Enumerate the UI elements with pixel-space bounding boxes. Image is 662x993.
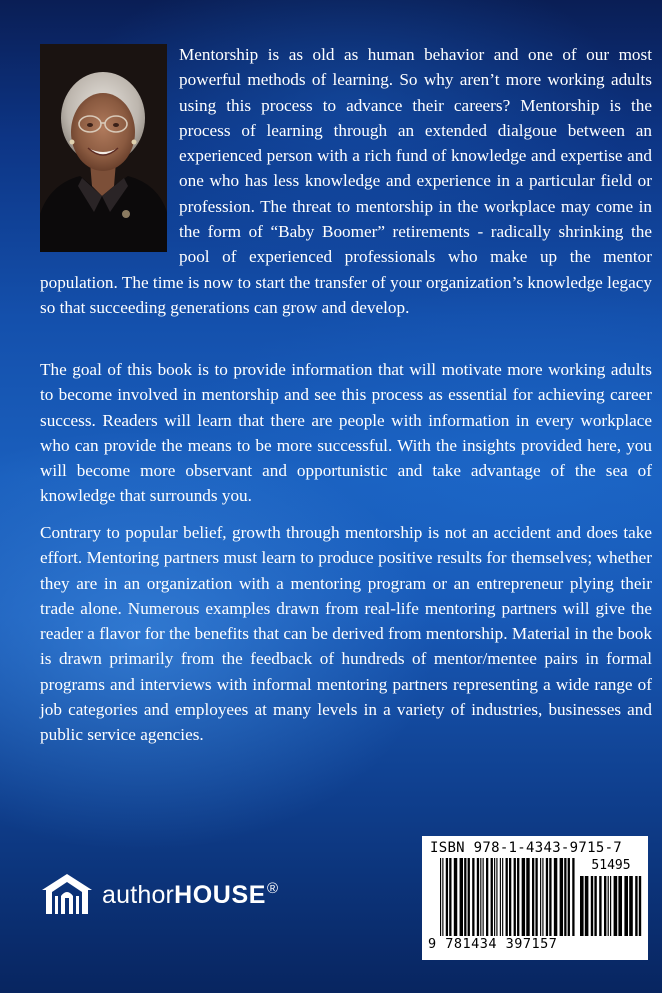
barcode-bar: [599, 876, 601, 936]
barcode-bar: [549, 858, 551, 936]
barcode-bar: [542, 858, 543, 936]
barcode-bar: [460, 858, 463, 936]
barcode-bar: [526, 858, 529, 936]
isbn-barcode: [422, 836, 648, 960]
ean-digits: 9 781434 397157: [428, 936, 558, 952]
publisher-name-prefix: author: [102, 880, 175, 909]
publisher-name-suffix: HOUSE: [174, 880, 266, 909]
barcode-bar: [535, 858, 537, 936]
barcode-bar: [610, 876, 611, 936]
barcode-bar: [449, 858, 451, 936]
paragraph-text: Mentorship is as old as human behavior and one of our most powerful methods of learning. So why aren’t more working adults using this process to advance their careers? Mentorship is the process of learning through an extended dialgoue between an experienced person with a rich fund of knowledge and expertise and one who has less knowledge and experience in a particular field or profession. The threat to mentorship in the workplace may come in the form of “Baby Boomer” retirements - radically shrinking the pool of experienced professionals who make up the mentor population. The time is now to start the transfer of your organization’s knowledge legacy so that succeeding generations can grow and develop.: [40, 45, 652, 317]
barcode-bar: [509, 858, 511, 936]
barcode-bar: [635, 876, 637, 936]
barcode-bar: [486, 858, 488, 936]
barcode-bar: [517, 858, 519, 936]
barcode-bar: [624, 876, 628, 936]
addon-barcode-bars: [580, 876, 642, 938]
barcode-bar: [480, 858, 481, 936]
barcode-bar: [568, 858, 570, 936]
barcode-bar: [618, 876, 622, 936]
barcode-bar: [477, 858, 479, 936]
barcode-bar: [540, 858, 541, 936]
barcode-bar: [446, 858, 448, 936]
barcode-bar: [502, 858, 503, 936]
barcode-bar: [506, 858, 508, 936]
barcode-bar: [629, 876, 633, 936]
ean-barcode-bars: [440, 858, 578, 938]
barcode-bar: [440, 858, 441, 936]
barcode-bar: [585, 876, 589, 936]
barcode-bar: [532, 858, 534, 936]
blurb-paragraph-1: [40, 42, 652, 320]
photo-spacer: [40, 42, 167, 254]
barcode-bar: [614, 876, 618, 936]
barcode-bar: [580, 876, 584, 936]
barcode-bar: [491, 858, 493, 936]
barcode-bar: [554, 858, 557, 936]
barcode-bar: [608, 876, 609, 936]
barcode-bar: [496, 858, 497, 936]
publisher-logo: [40, 872, 278, 916]
barcode-bar: [594, 876, 596, 936]
barcode-bar: [468, 858, 470, 936]
barcode-bar: [483, 858, 484, 936]
barcode-bar: [464, 858, 466, 936]
barcode-bar: [494, 858, 495, 936]
publisher-name: [102, 881, 278, 908]
barcode-bar: [604, 876, 606, 936]
barcode-bar: [546, 858, 548, 936]
barcode-bar: [442, 858, 443, 936]
price-addon-number: 51495: [591, 858, 631, 873]
barcode-bar: [572, 858, 574, 936]
blurb-paragraph-3: Contrary to popular belief, growth through mentorship is not an accident and does take effort. Mentoring partners must learn to produce positive results for themselves; whether they are in an organization with a mentoring program or an entrepreneur plying their trade alone. Numerous examples drawn from real-life mentoring partners will give the reader a flavor for the benefits that can be derived from mentorship. Material in the book is drawn primarily from the feedback of hundreds of mentor/mentee pairs in formal programs and interviews with informal mentoring partners representing a wide range of job categories and employees at many levels in a variety of industries, businesses and public service agencies.: [40, 523, 652, 745]
barcode-bar: [591, 876, 593, 936]
barcode-bar: [500, 858, 501, 936]
barcode-bar: [564, 858, 566, 936]
house-logo-icon: [40, 872, 94, 916]
barcode-bar: [560, 858, 563, 936]
barcode-bar: [639, 876, 641, 936]
trademark-symbol: ®: [267, 879, 279, 897]
isbn-number: ISBN 978-1-4343-9715-7: [430, 840, 623, 856]
barcode-bar: [454, 858, 457, 936]
blurb-paragraph-2: The goal of this book is to provide information that will motivate more working adults to become involved in mentorship and see this process as essential for achieving career success. Readers will learn that there are people with information in every workplace who can provide the means to be more successful. With the insights provided here, you will become more observant and opportunistic and take advantage of the sea of knowledge that surrounds you.: [40, 360, 652, 506]
barcode-bar: [522, 858, 525, 936]
barcode-bar: [514, 858, 516, 936]
barcode-bar: [472, 858, 474, 936]
